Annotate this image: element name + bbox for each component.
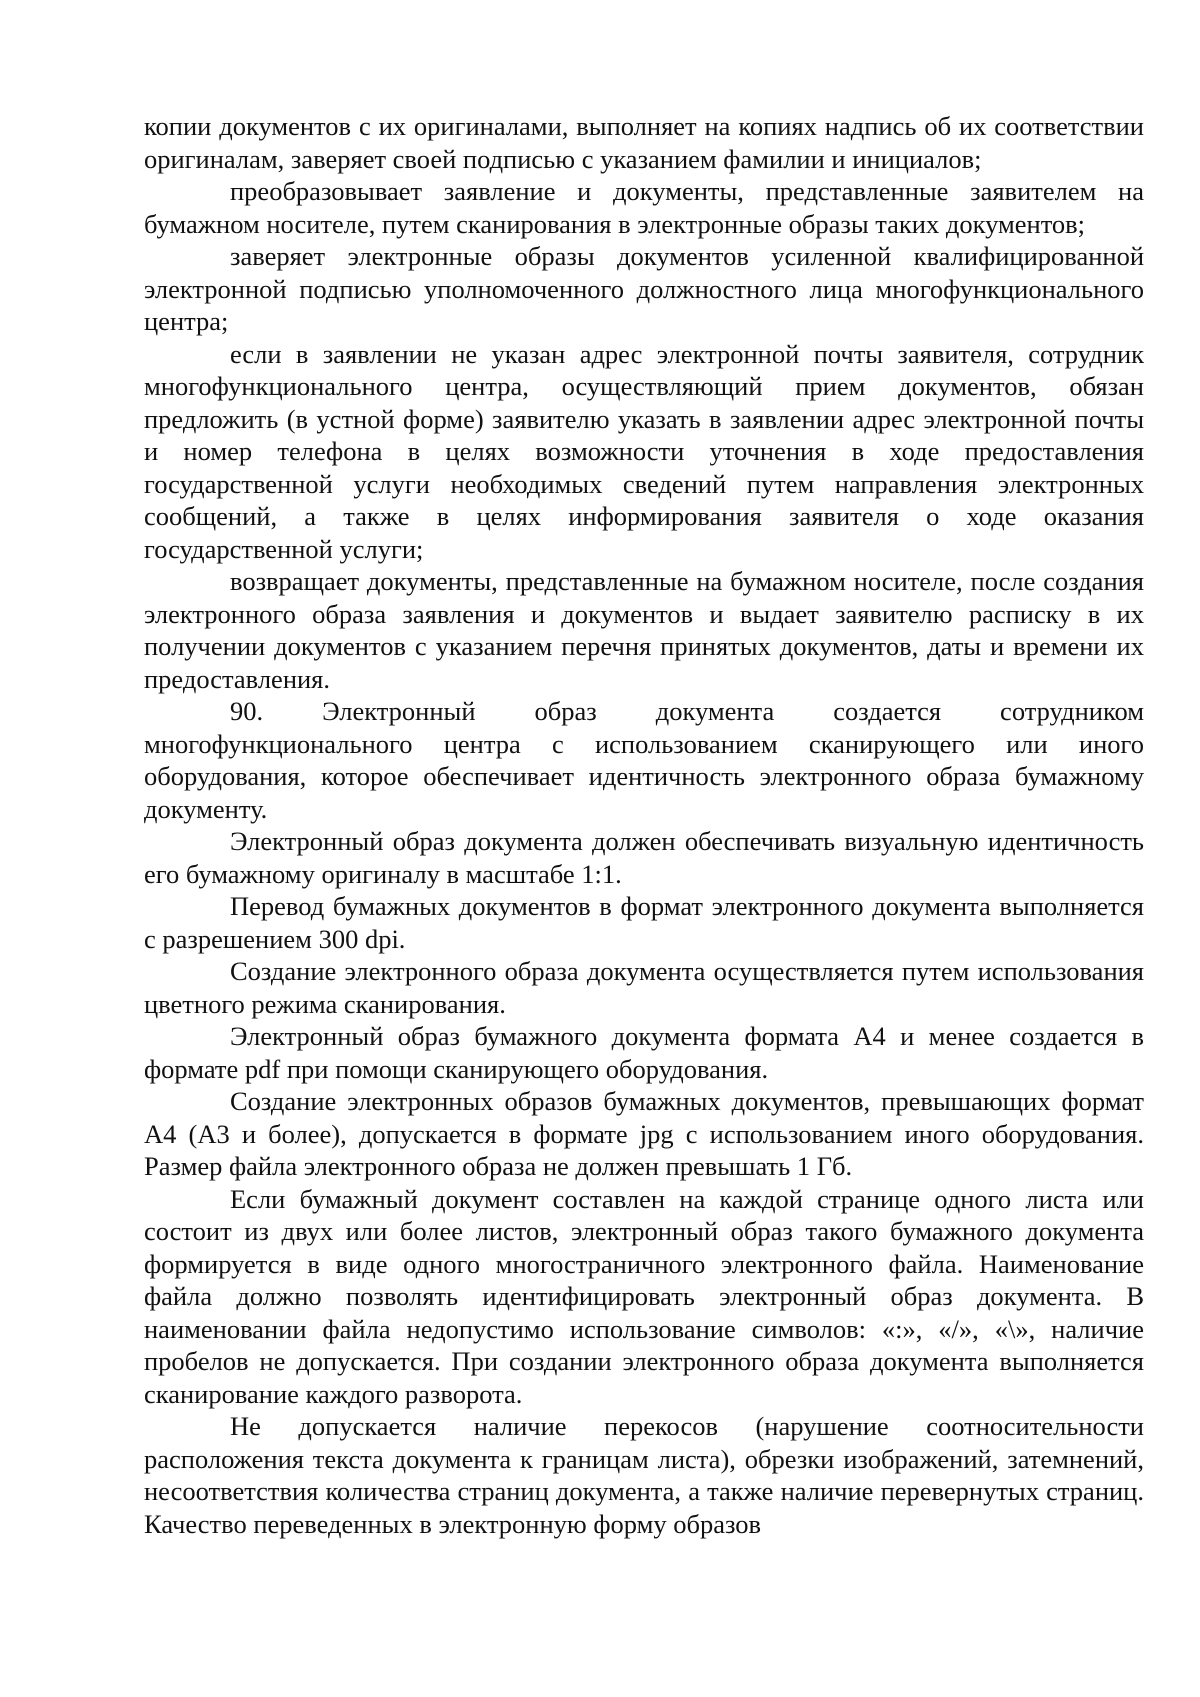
paragraph: преобразовывает заявление и документы, представленные заявителем на бумажном носителе, путем сканирования в электронные образы таких документов; (144, 176, 1144, 239)
paragraph: Создание электронных образов бумажных документов, превышающих формат А4 (А3 и более), допускается в формате jpg с использованием иного оборудования. Размер файла электронного образа не должен превышать 1 Гб. (144, 1086, 1144, 1181)
paragraph: Перевод бумажных документов в формат электронного документа выполняется с разрешением 300 dpi. (144, 891, 1144, 954)
paragraph: заверяет электронные образы документов усиленной квалифицированной электронной подписью уполномоченного должностного лица многофункционального центра; (144, 241, 1144, 336)
paragraph: если в заявлении не указан адрес электронной почты заявителя, сотрудник многофункционального центра, осуществляющий прием документов, обязан предложить (в устной форме) заявителю указать в заявлении адрес электронной почты и номер телефона в целях возможности уточнения в ходе предоставления государственной услуги необходимых сведений путем направления электронных сообщений, а также в целях информирования заявителя о ходе оказания государственной услуги; (144, 338, 1144, 564)
paragraph: Электронный образ документа должен обеспечивать визуальную идентичность его бумажному оригиналу в масштабе 1:1. (144, 826, 1144, 889)
paragraph: Если бумажный документ составлен на каждой странице одного листа или состоит из двух или более листов, электронный образ такого бумажного документа формируется в виде одного многостраничного электронного файла. Наименование файла должно позволять идентифицировать электронный образ документа. В наименовании файла недопустимо использование символов: «:», «/», «\», наличие пробелов не допускается. При создании электронного образа документа выполняется сканирование каждого разворота. (144, 1183, 1144, 1409)
document-page (144, 110, 1144, 1540)
paragraph: Электронный образ бумажного документа формата А4 и менее создается в формате pdf при помощи сканирующего оборудования. (144, 1021, 1144, 1084)
paragraph: Создание электронного образа документа осуществляется путем использования цветного режима сканирования. (144, 956, 1144, 1019)
paragraph: Не допускается наличие перекосов (нарушение соотносительности расположения текста документа к границам листа), обрезки изображений, затемнений, несоответствия количества страниц документа, а также наличие перевернутых страниц. Качество переведенных в электронную форму образов (144, 1411, 1144, 1539)
paragraph: копии документов с их оригиналами, выполняет на копиях надпись об их соответствии оригиналам, заверяет своей подписью с указанием фамилии и инициалов; (144, 111, 1144, 174)
paragraph-item-90: 90. Электронный образ документа создается сотрудником многофункционального центра с использованием сканирующего или иного оборудования, которое обеспечивает идентичность электронного образа бумажному документу. (144, 696, 1144, 824)
paragraph: возвращает документы, представленные на бумажном носителе, после создания электронного образа заявления и документов и выдает заявителю расписку в их получении документов с указанием перечня принятых документов, даты и времени их предоставления. (144, 566, 1144, 694)
